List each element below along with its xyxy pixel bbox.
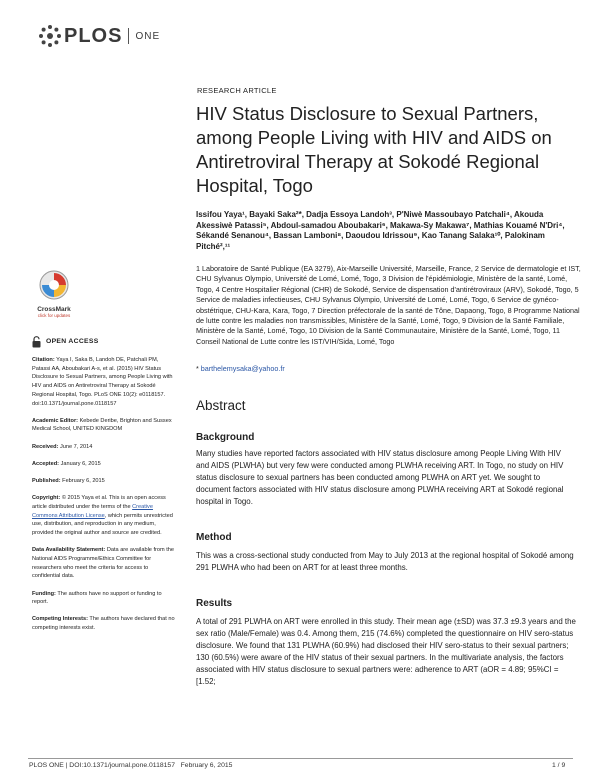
journal-subname: ONE <box>135 30 161 42</box>
competing-interests-label: Competing Interests: <box>32 616 88 623</box>
author-list: Issifou Yaya¹, Bayaki Saka²*, Dadja Essoya Landoh³, P'Niwè Massoubayo Patchali⁴, Akouda Akessiwè Patassi⁵, Abdoul-samadou Aboubakari⁶, Makawa-Sy Makawa⁷, Mathias Kouamé N'Dri⁴, Sékandé Senanou⁴, Bassan Lamboni⁸, Daoudou Idrissou⁹, Kao Tanang Salaka¹⁰, Palokinam Pitché²,¹¹ <box>196 210 565 251</box>
funding-block <box>32 590 178 607</box>
competing-interests-block <box>32 615 178 632</box>
journal-name: PLOS <box>64 24 123 47</box>
copyright-text: © 2015 Yaya et al. This is an open access article distributed under the terms of the <box>32 495 166 510</box>
license-link[interactable]: Creative Commons Attribution License <box>32 503 153 519</box>
received-date: June 7, 2014 <box>60 443 93 450</box>
background-text: Many studies have reported factors associated with HIV status disclosure among People Living With HIV and AIDS (PLWHA) but very few were conducted among PLWHA receiving ART. In Togo, no study on HIV status disclosure to sexual partners has been conducted among PLWHA on ART yet. We sought to document factors associated with HIV status disclosure among PLWHA receiving ART at Sokodé regional hospital in Togo. <box>196 449 564 506</box>
abstract-heading: Abstract <box>196 398 246 413</box>
journal-logo <box>38 24 160 48</box>
affiliations: 1 Laboratoire de Santé Publique (EA 3279), Aix-Marseille Université, Marseille, France, 2 Service de dermatologie et IST, CHU Sylvanus Olympio, Université de Lomé, Lomé, Togo, 3 Division de l'épidémiologie, Ministère de la santé, Lomé, Togo, 4 Centre Hospitalier Régional (CHR) de Sokodé, Service de dispensation d'antirétroviraux (ARV), Sokodé, Togo, 5 Service de maladies infectieuses, CHU Sylvanus Olympio, Université de Lomé, Lomé, Togo, 6 Service de gynéco-obstétrique, CHU-Kara, Kara, Togo, 7 Direction préfectorale de la santé de Tône, Dapaong, Togo, 8 Programme National de lutte contre les maladies non transmissibles, Ministère de la Santé, Lomé, Togo, 9 Division de la Santé Familiale, Ministère de la Santé, Lomé, Togo, 10 Division de la Santé Communautaire, Ministère de la Santé, Lomé, Togo, 11 Conseil National de Lutte contre les IST/VIH/Sida, Lomé, Togo <box>196 264 581 346</box>
results-text: A total of 291 PLWHA on ART were enrolled in this study. Their mean age (±SD) was 37.3 ±9.3 years and the sex ratio (Male/Female) was 0.4. Among them, 215 (74.6%) completed the questionnaire on HIV sero-status disclosure. We found that 131 PLWHA (60.9%) had disclosed their HIV sero-status to their sexual partners; 130 (60.5%) were aware of the HIV status of their sexual partners. In the multivariate analysis, the factors associated with HIV status disclosure to sexual partners were: adherence to ART (aOR = 4.89; 95%CI = [1.52; <box>196 617 576 686</box>
crossmark-badge[interactable] <box>34 270 74 318</box>
citation-text: Yaya I, Saka B, Landoh DE, Patchali PM, Patassi AA, Aboubakari A-s, et al. (2015) HIV Status Disclosure to Sexual Partners, among People Living with HIV and AIDS on Antiretroviral Therapy at Sokodé Regional Hospital, Togo. PLoS ONE 10(2): e0118157. doi:10.1371/journal.pone.0118157 <box>32 357 173 407</box>
copyright-text-tail: , which permits unrestricted use, distribution, and reproduction in any medium, provided the original author and source are credited. <box>32 512 173 537</box>
competing-interests-text: The authors have declared that no competing interests exist. <box>32 616 175 632</box>
plos-dots-icon <box>38 24 62 48</box>
funding-label: Funding: <box>32 590 56 597</box>
received-label: Received: <box>32 443 59 450</box>
open-access-badge <box>32 336 178 348</box>
copyright-block <box>32 494 178 538</box>
footer-divider <box>28 758 573 759</box>
asterisk-marker: * <box>196 364 201 373</box>
corresponding-email-link[interactable]: barthelemysaka@yahoo.fr <box>200 364 285 373</box>
published-label: Published: <box>32 478 61 485</box>
crossmark-label: CrossMark <box>37 306 71 313</box>
crossmark-icon <box>39 270 69 300</box>
accepted-date: January 6, 2015 <box>60 460 101 467</box>
article-title: HIV Status Disclosure to Sexual Partners, among People Living with HIV and AIDS on Antiretroviral Therapy at Sokodé Regional Hospital, Togo <box>196 103 552 196</box>
published-block <box>32 477 178 486</box>
open-access-label: OPEN ACCESS <box>46 337 99 345</box>
data-availability-text: Data are available from the National AIDS Programme/Ethics Committee for researchers who meet the criteria for access to confidential data. <box>32 547 174 580</box>
crossmark-sub: click for updates <box>37 313 71 318</box>
corresponding-email-line <box>196 364 285 373</box>
accepted-block <box>32 460 178 469</box>
received-block <box>32 443 178 452</box>
footer-citation: PLOS ONE | DOI:10.1371/journal.pone.0118157 February 6, 2015 <box>29 762 233 769</box>
funding-text: The authors have no support or funding to report. <box>32 590 162 606</box>
logo-divider <box>128 28 129 44</box>
background-heading: Background <box>196 432 255 443</box>
method-heading: Method <box>196 532 232 543</box>
editor-block <box>32 417 178 434</box>
editor-label: Academic Editor: <box>32 417 79 424</box>
open-lock-icon <box>32 336 41 348</box>
accepted-label: Accepted: <box>32 460 60 467</box>
data-availability-label: Data Availability Statement: <box>32 547 106 554</box>
published-date: February 6, 2015 <box>62 478 105 485</box>
method-text: This was a cross-sectional study conducted from May to July 2013 at the regional hospital of Sokodé among 291 PLWHA who had been on ART for at least three months. <box>196 551 574 572</box>
page-number: 1 / 9 <box>552 762 566 769</box>
editor-text: Kebede Deribe, Brighton and Sussex Medical School, UNITED KINGDOM <box>32 417 172 433</box>
copyright-label: Copyright: <box>32 495 61 502</box>
article-sidebar <box>32 336 178 641</box>
results-heading: Results <box>196 598 233 609</box>
article-type: RESEARCH ARTICLE <box>197 86 277 95</box>
citation-block <box>32 356 178 408</box>
citation-label: Citation: <box>32 357 55 363</box>
data-availability-block <box>32 546 178 581</box>
